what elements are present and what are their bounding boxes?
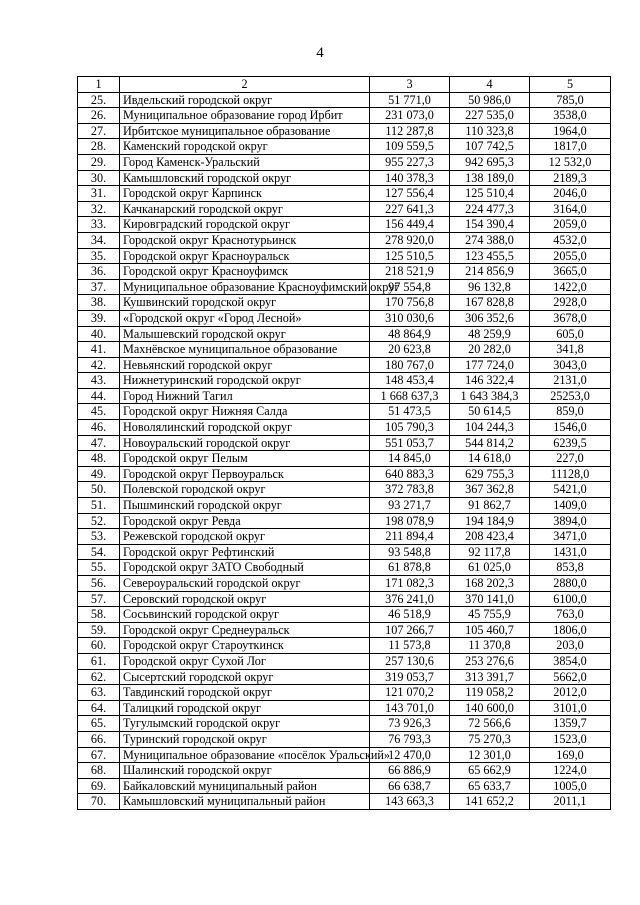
table-row <box>78 420 611 436</box>
value-col-4: 110 323,8 <box>450 123 530 139</box>
row-number: 62. <box>78 669 120 685</box>
municipality-name: Город Нижний Тагил <box>120 388 370 404</box>
table-row <box>78 451 611 467</box>
municipality-name: «Городской округ «Город Лесной» <box>120 310 370 326</box>
row-number: 43. <box>78 373 120 389</box>
municipality-name: Шалинский городской округ <box>120 763 370 779</box>
value-col-4: 107 742,5 <box>450 139 530 155</box>
municipality-name: Махнёвское муниципальное образование <box>120 342 370 358</box>
value-col-4: 942 695,3 <box>450 154 530 170</box>
table-row <box>78 435 611 451</box>
table-row <box>78 685 611 701</box>
municipality-name: Городской округ Первоуральск <box>120 466 370 482</box>
value-col-3: 11 573,8 <box>370 638 450 654</box>
table-row <box>78 576 611 592</box>
municipality-name: Городской округ Среднеуральск <box>120 622 370 638</box>
value-col-5: 1422,0 <box>530 279 611 295</box>
value-col-5: 2131,0 <box>530 373 611 389</box>
value-col-3: 310 030,6 <box>370 310 450 326</box>
row-number: 38. <box>78 295 120 311</box>
table-header-row <box>78 77 611 93</box>
municipality-name: Серовский городской округ <box>120 591 370 607</box>
row-number: 40. <box>78 326 120 342</box>
municipality-name: Городской округ ЗАТО Свободный <box>120 560 370 576</box>
table-row <box>78 326 611 342</box>
row-number: 54. <box>78 544 120 560</box>
municipality-name: Кировградский городской округ <box>120 217 370 233</box>
municipality-name: Новоуральский городской округ <box>120 435 370 451</box>
table-row <box>78 92 611 108</box>
value-col-4: 253 276,6 <box>450 653 530 669</box>
value-col-5: 3665,0 <box>530 264 611 280</box>
value-col-4: 96 132,8 <box>450 279 530 295</box>
row-number: 64. <box>78 700 120 716</box>
row-number: 29. <box>78 154 120 170</box>
value-col-4: 125 510,4 <box>450 186 530 202</box>
value-col-3: 20 623,8 <box>370 342 450 358</box>
table-row <box>78 466 611 482</box>
row-number: 53. <box>78 529 120 545</box>
value-col-5: 605,0 <box>530 326 611 342</box>
municipality-name: Сосьвинский городской округ <box>120 607 370 623</box>
value-col-3: 121 070,2 <box>370 685 450 701</box>
row-number: 44. <box>78 388 120 404</box>
value-col-5: 3101,0 <box>530 700 611 716</box>
row-number: 57. <box>78 591 120 607</box>
value-col-3: 66 638,7 <box>370 778 450 794</box>
value-col-3: 170 756,8 <box>370 295 450 311</box>
value-col-4: 119 058,2 <box>450 685 530 701</box>
value-col-4: 91 862,7 <box>450 498 530 514</box>
column-header: 1 <box>78 77 120 93</box>
value-col-3: 551 053,7 <box>370 435 450 451</box>
table-row <box>78 498 611 514</box>
row-number: 42. <box>78 357 120 373</box>
value-col-4: 104 244,3 <box>450 420 530 436</box>
row-number: 39. <box>78 310 120 326</box>
value-col-4: 65 662,9 <box>450 763 530 779</box>
value-col-3: 105 790,3 <box>370 420 450 436</box>
value-col-3: 372 783,8 <box>370 482 450 498</box>
value-col-3: 93 548,8 <box>370 544 450 560</box>
municipality-name: Малышевский городской округ <box>120 326 370 342</box>
table-row <box>78 513 611 529</box>
row-number: 66. <box>78 731 120 747</box>
municipality-name: Невьянский городской округ <box>120 357 370 373</box>
value-col-5: 2880,0 <box>530 576 611 592</box>
municipality-name: Ирбитское муниципальное образование <box>120 123 370 139</box>
row-number: 33. <box>78 217 120 233</box>
value-col-4: 370 141,0 <box>450 591 530 607</box>
table-row <box>78 763 611 779</box>
value-col-4: 167 828,8 <box>450 295 530 311</box>
table-row <box>78 186 611 202</box>
table-row <box>78 342 611 358</box>
municipality-name: Североуральский городской округ <box>120 576 370 592</box>
value-col-5: 2059,0 <box>530 217 611 233</box>
row-number: 46. <box>78 420 120 436</box>
row-number: 27. <box>78 123 120 139</box>
table-row <box>78 544 611 560</box>
value-col-4: 227 535,0 <box>450 108 530 124</box>
column-header: 2 <box>120 77 370 93</box>
row-number: 69. <box>78 778 120 794</box>
row-number: 59. <box>78 622 120 638</box>
row-number: 58. <box>78 607 120 623</box>
value-col-5: 859,0 <box>530 404 611 420</box>
municipality-name: Городской округ Карпинск <box>120 186 370 202</box>
value-col-5: 227,0 <box>530 451 611 467</box>
value-col-5: 25253,0 <box>530 388 611 404</box>
value-col-4: 208 423,4 <box>450 529 530 545</box>
table-row <box>78 123 611 139</box>
column-header: 3 <box>370 77 450 93</box>
value-col-5: 12 532,0 <box>530 154 611 170</box>
value-col-4: 146 322,4 <box>450 373 530 389</box>
row-number: 30. <box>78 170 120 186</box>
table-row <box>78 264 611 280</box>
value-col-5: 3678,0 <box>530 310 611 326</box>
value-col-4: 50 986,0 <box>450 92 530 108</box>
value-col-3: 97 554,8 <box>370 279 450 295</box>
value-col-3: 93 271,7 <box>370 498 450 514</box>
value-col-5: 853,8 <box>530 560 611 576</box>
table-row <box>78 217 611 233</box>
value-col-4: 177 724,0 <box>450 357 530 373</box>
table-row <box>78 794 611 810</box>
value-col-3: 112 287,8 <box>370 123 450 139</box>
value-col-3: 218 521,9 <box>370 264 450 280</box>
row-number: 61. <box>78 653 120 669</box>
municipality-name: Талицкий городской округ <box>120 700 370 716</box>
value-col-3: 156 449,4 <box>370 217 450 233</box>
value-col-3: 66 886,9 <box>370 763 450 779</box>
value-col-4: 105 460,7 <box>450 622 530 638</box>
value-col-5: 1409,0 <box>530 498 611 514</box>
value-col-5: 1817,0 <box>530 139 611 155</box>
value-col-4: 194 184,9 <box>450 513 530 529</box>
row-number: 50. <box>78 482 120 498</box>
value-col-5: 2928,0 <box>530 295 611 311</box>
row-number: 32. <box>78 201 120 217</box>
table-body <box>78 92 611 809</box>
table-row <box>78 170 611 186</box>
table-row <box>78 279 611 295</box>
value-col-4: 544 814,2 <box>450 435 530 451</box>
municipality-name: Город Каменск-Уральский <box>120 154 370 170</box>
value-col-4: 306 352,6 <box>450 310 530 326</box>
value-col-4: 274 388,0 <box>450 232 530 248</box>
value-col-5: 3894,0 <box>530 513 611 529</box>
value-col-3: 180 767,0 <box>370 357 450 373</box>
municipality-name: Байкаловский муниципальный район <box>120 778 370 794</box>
value-col-3: 143 701,0 <box>370 700 450 716</box>
row-number: 70. <box>78 794 120 810</box>
value-col-4: 92 117,8 <box>450 544 530 560</box>
value-col-4: 123 455,5 <box>450 248 530 264</box>
value-col-5: 2011,1 <box>530 794 611 810</box>
column-header: 4 <box>450 77 530 93</box>
value-col-5: 785,0 <box>530 92 611 108</box>
row-number: 52. <box>78 513 120 529</box>
row-number: 49. <box>78 466 120 482</box>
value-col-4: 154 390,4 <box>450 217 530 233</box>
value-col-5: 1224,0 <box>530 763 611 779</box>
value-col-3: 109 559,5 <box>370 139 450 155</box>
value-col-3: 1 668 637,3 <box>370 388 450 404</box>
municipality-name: Полевской городской округ <box>120 482 370 498</box>
municipality-name: Ивдельский городской округ <box>120 92 370 108</box>
value-col-5: 1431,0 <box>530 544 611 560</box>
municipality-name: Муниципальное образование Красноуфимский округ <box>120 279 370 295</box>
value-col-3: 198 078,9 <box>370 513 450 529</box>
value-col-3: 125 510,5 <box>370 248 450 264</box>
table-row <box>78 201 611 217</box>
row-number: 36. <box>78 264 120 280</box>
row-number: 60. <box>78 638 120 654</box>
value-col-5: 5662,0 <box>530 669 611 685</box>
value-col-5: 4532,0 <box>530 232 611 248</box>
value-col-4: 214 856,9 <box>450 264 530 280</box>
municipality-name: Туринский городской округ <box>120 731 370 747</box>
value-col-3: 278 920,0 <box>370 232 450 248</box>
value-col-4: 224 477,3 <box>450 201 530 217</box>
value-col-4: 14 618,0 <box>450 451 530 467</box>
municipality-name: Городской округ Краснотурьинск <box>120 232 370 248</box>
municipality-name: Камышловский муниципальный район <box>120 794 370 810</box>
row-number: 26. <box>78 108 120 124</box>
municipality-name: Городской округ Рефтинский <box>120 544 370 560</box>
table-row <box>78 232 611 248</box>
value-col-4: 20 282,0 <box>450 342 530 358</box>
value-col-3: 76 793,3 <box>370 731 450 747</box>
value-col-5: 1523,0 <box>530 731 611 747</box>
value-col-3: 127 556,4 <box>370 186 450 202</box>
table-row <box>78 154 611 170</box>
table-row <box>78 295 611 311</box>
value-col-3: 171 082,3 <box>370 576 450 592</box>
municipality-name: Новолялинский городской округ <box>120 420 370 436</box>
value-col-4: 75 270,3 <box>450 731 530 747</box>
value-col-4: 48 259,9 <box>450 326 530 342</box>
value-col-3: 73 926,3 <box>370 716 450 732</box>
value-col-4: 138 189,0 <box>450 170 530 186</box>
value-col-3: 955 227,3 <box>370 154 450 170</box>
table-row <box>78 529 611 545</box>
value-col-5: 2189,3 <box>530 170 611 186</box>
value-col-5: 1806,0 <box>530 622 611 638</box>
table-row <box>78 607 611 623</box>
municipality-name: Городской округ Красноуфимск <box>120 264 370 280</box>
value-col-3: 140 378,3 <box>370 170 450 186</box>
table-row <box>78 731 611 747</box>
value-col-4: 367 362,8 <box>450 482 530 498</box>
value-col-5: 1546,0 <box>530 420 611 436</box>
table-row <box>78 669 611 685</box>
municipality-name: Нижнетуринский городской округ <box>120 373 370 389</box>
table-row <box>78 388 611 404</box>
page-number: 4 <box>316 45 324 61</box>
value-col-5: 2012,0 <box>530 685 611 701</box>
row-number: 41. <box>78 342 120 358</box>
row-number: 48. <box>78 451 120 467</box>
value-col-4: 141 652,2 <box>450 794 530 810</box>
municipality-name: Муниципальное образование город Ирбит <box>120 108 370 124</box>
value-col-4: 168 202,3 <box>450 576 530 592</box>
value-col-3: 51 771,0 <box>370 92 450 108</box>
table-row <box>78 139 611 155</box>
value-col-4: 65 633,7 <box>450 778 530 794</box>
table-row <box>78 591 611 607</box>
value-col-4: 50 614,5 <box>450 404 530 420</box>
value-col-5: 3538,0 <box>530 108 611 124</box>
value-col-3: 227 641,3 <box>370 201 450 217</box>
table-row <box>78 310 611 326</box>
value-col-5: 3471,0 <box>530 529 611 545</box>
value-col-5: 5421,0 <box>530 482 611 498</box>
value-col-5: 2055,0 <box>530 248 611 264</box>
municipality-name: Кушвинский городской округ <box>120 295 370 311</box>
row-number: 25. <box>78 92 120 108</box>
value-col-5: 1964,0 <box>530 123 611 139</box>
table-row <box>78 747 611 763</box>
value-col-4: 11 370,8 <box>450 638 530 654</box>
value-col-3: 257 130,6 <box>370 653 450 669</box>
municipality-name: Городской округ Нижняя Салда <box>120 404 370 420</box>
value-col-5: 2046,0 <box>530 186 611 202</box>
value-col-3: 148 453,4 <box>370 373 450 389</box>
row-number: 34. <box>78 232 120 248</box>
row-number: 56. <box>78 576 120 592</box>
table-row <box>78 560 611 576</box>
row-number: 35. <box>78 248 120 264</box>
row-number: 45. <box>78 404 120 420</box>
municipality-name: Муниципальное образование «посёлок Уральский» <box>120 747 370 763</box>
municipality-name: Режевской городской округ <box>120 529 370 545</box>
value-col-4: 12 301,0 <box>450 747 530 763</box>
row-number: 67. <box>78 747 120 763</box>
value-col-4: 45 755,9 <box>450 607 530 623</box>
table-row <box>78 716 611 732</box>
value-col-4: 629 755,3 <box>450 466 530 482</box>
value-col-3: 143 663,3 <box>370 794 450 810</box>
municipality-name: Пышминский городской округ <box>120 498 370 514</box>
value-col-4: 72 566,6 <box>450 716 530 732</box>
municipality-name: Камышловский городской округ <box>120 170 370 186</box>
table-row <box>78 373 611 389</box>
value-col-5: 169,0 <box>530 747 611 763</box>
value-col-3: 51 473,5 <box>370 404 450 420</box>
value-col-3: 376 241,0 <box>370 591 450 607</box>
municipality-name: Городской округ Пелым <box>120 451 370 467</box>
municipality-name: Качканарский городской округ <box>120 201 370 217</box>
value-col-5: 763,0 <box>530 607 611 623</box>
value-col-5: 203,0 <box>530 638 611 654</box>
table-row <box>78 108 611 124</box>
table-row <box>78 404 611 420</box>
value-col-3: 14 845,0 <box>370 451 450 467</box>
municipality-name: Тугулымский городской округ <box>120 716 370 732</box>
row-number: 68. <box>78 763 120 779</box>
budget-table <box>77 76 611 810</box>
table-row <box>78 248 611 264</box>
value-col-4: 313 391,7 <box>450 669 530 685</box>
row-number: 47. <box>78 435 120 451</box>
value-col-3: 107 266,7 <box>370 622 450 638</box>
table-row <box>78 482 611 498</box>
value-col-4: 61 025,0 <box>450 560 530 576</box>
value-col-4: 140 600,0 <box>450 700 530 716</box>
value-col-5: 11128,0 <box>530 466 611 482</box>
table-row <box>78 653 611 669</box>
table-row <box>78 622 611 638</box>
row-number: 65. <box>78 716 120 732</box>
value-col-5: 1005,0 <box>530 778 611 794</box>
municipality-name: Городской округ Староуткинск <box>120 638 370 654</box>
value-col-3: 231 073,0 <box>370 108 450 124</box>
municipality-name: Городской округ Сухой Лог <box>120 653 370 669</box>
value-col-5: 6100,0 <box>530 591 611 607</box>
value-col-5: 3164,0 <box>530 201 611 217</box>
table-row <box>78 357 611 373</box>
municipality-name: Тавдинский городской округ <box>120 685 370 701</box>
table-row <box>78 700 611 716</box>
row-number: 51. <box>78 498 120 514</box>
row-number: 37. <box>78 279 120 295</box>
value-col-3: 319 053,7 <box>370 669 450 685</box>
value-col-3: 61 878,8 <box>370 560 450 576</box>
table-row <box>78 638 611 654</box>
value-col-3: 640 883,3 <box>370 466 450 482</box>
municipality-name: Сысертский городской округ <box>120 669 370 685</box>
column-header: 5 <box>530 77 611 93</box>
value-col-3: 211 894,4 <box>370 529 450 545</box>
row-number: 28. <box>78 139 120 155</box>
municipality-name: Городской округ Красноуральск <box>120 248 370 264</box>
row-number: 31. <box>78 186 120 202</box>
municipality-name: Городской округ Ревда <box>120 513 370 529</box>
row-number: 55. <box>78 560 120 576</box>
row-number: 63. <box>78 685 120 701</box>
value-col-4: 1 643 384,3 <box>450 388 530 404</box>
value-col-5: 3854,0 <box>530 653 611 669</box>
value-col-5: 1359,7 <box>530 716 611 732</box>
value-col-3: 12 470,0 <box>370 747 450 763</box>
value-col-5: 3043,0 <box>530 357 611 373</box>
value-col-5: 6239,5 <box>530 435 611 451</box>
table-row <box>78 778 611 794</box>
value-col-3: 48 864,9 <box>370 326 450 342</box>
value-col-5: 341,8 <box>530 342 611 358</box>
value-col-3: 46 518,9 <box>370 607 450 623</box>
municipality-name: Каменский городской округ <box>120 139 370 155</box>
